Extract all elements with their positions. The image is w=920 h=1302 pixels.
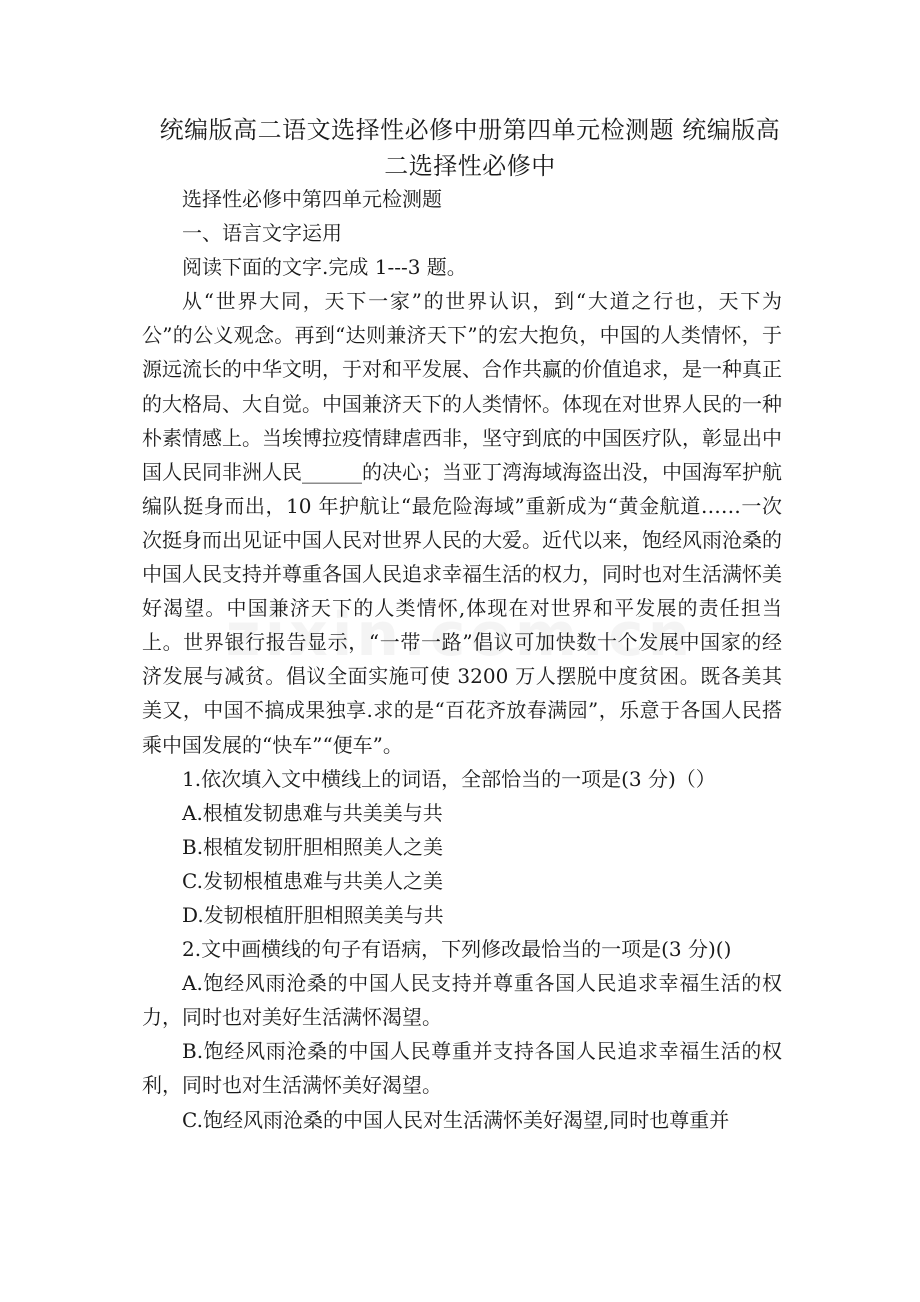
question-2-option-b: B.饱经风雨沧桑的中国人民尊重并支持各国人民追求幸福生活的权利，同时也对生活满怀美好渴望。 <box>142 1039 782 1098</box>
subtitle: 选择性必修中第四单元检测题 <box>182 187 442 211</box>
question-1-option-d: D.发韧根植肝胆相照美美与共 <box>182 902 444 927</box>
document-title: 统编版高二语文选择性必修中册第四单元检测题 统编版高二选择性必修中 <box>159 116 781 180</box>
section-heading: 一、语言文字运用 <box>182 221 342 246</box>
passage: 从“世界大同，天下一家”的世界认识，到“大道之行也，天下为公”的公义观念。再到“达则兼济天下”的宏大抱负，中国的人类情怀，于源远流长的中华文明，于对和平发展、合作共赢的价值追求，是一种真正的大格局、大自觉。中国兼济天下的人类情怀。体现在对世界人民的一种朴素情感上。当埃博拉疫情肆虐西非，坚守到底的中国医疗队，彰显出中国人民同非洲人民______的决心；当亚丁湾海域海盗出没，中国海军护航编队挺身而出，10 年护航让“最危险海域”重新成为“黄金航道……一次次挺身而出见证中国人民对世界人民的大爱。近代以来，饱经风雨沧桑的中国人民支持并尊重各国人民追求幸福生活的权力，同时也对生活满怀美好渴望。中国兼济天下的人类情怀,体现在对世界和平发展的责任担当上。世界银行报告显示，“一带一路”倡议可加快数十个发展中国家的经济发展与减贫。倡议全面实施可使 3200 万人摆脱中度贫困。既各美其美又，中国不搞成果独享.求的是“百花齐放春满园”，乐意于各国人民搭乘中国发展的“快车”“便车”。 <box>142 289 782 757</box>
question-1-option-a: A.根植发韧患难与共美美与共 <box>182 800 443 825</box>
watermark <box>0 600 920 670</box>
instruction: 阅读下面的文字.完成 1---3 题。 <box>182 255 467 280</box>
question-1: 1.依次填入文中横线上的词语，全部恰当的一项是(3 分)（） <box>182 766 716 791</box>
question-2-option-c: C.饱经风雨沧桑的中国人民对生活满怀美好渴望,同时也尊重并 <box>182 1107 730 1132</box>
question-2: 2.文中画横线的句子有语病，下列修改最恰当的一项是(3 分)() <box>182 937 732 962</box>
question-1-option-c: C.发韧根植患难与共美人之美 <box>182 868 443 893</box>
question-1-option-b: B.根植发韧肝胆相照美人之美 <box>182 834 444 859</box>
question-2-option-a: A.饱经风雨沧桑的中国人民支持并尊重各国人民追求幸福生活的权力，同时也对美好生活满怀渴望。 <box>142 971 782 1030</box>
